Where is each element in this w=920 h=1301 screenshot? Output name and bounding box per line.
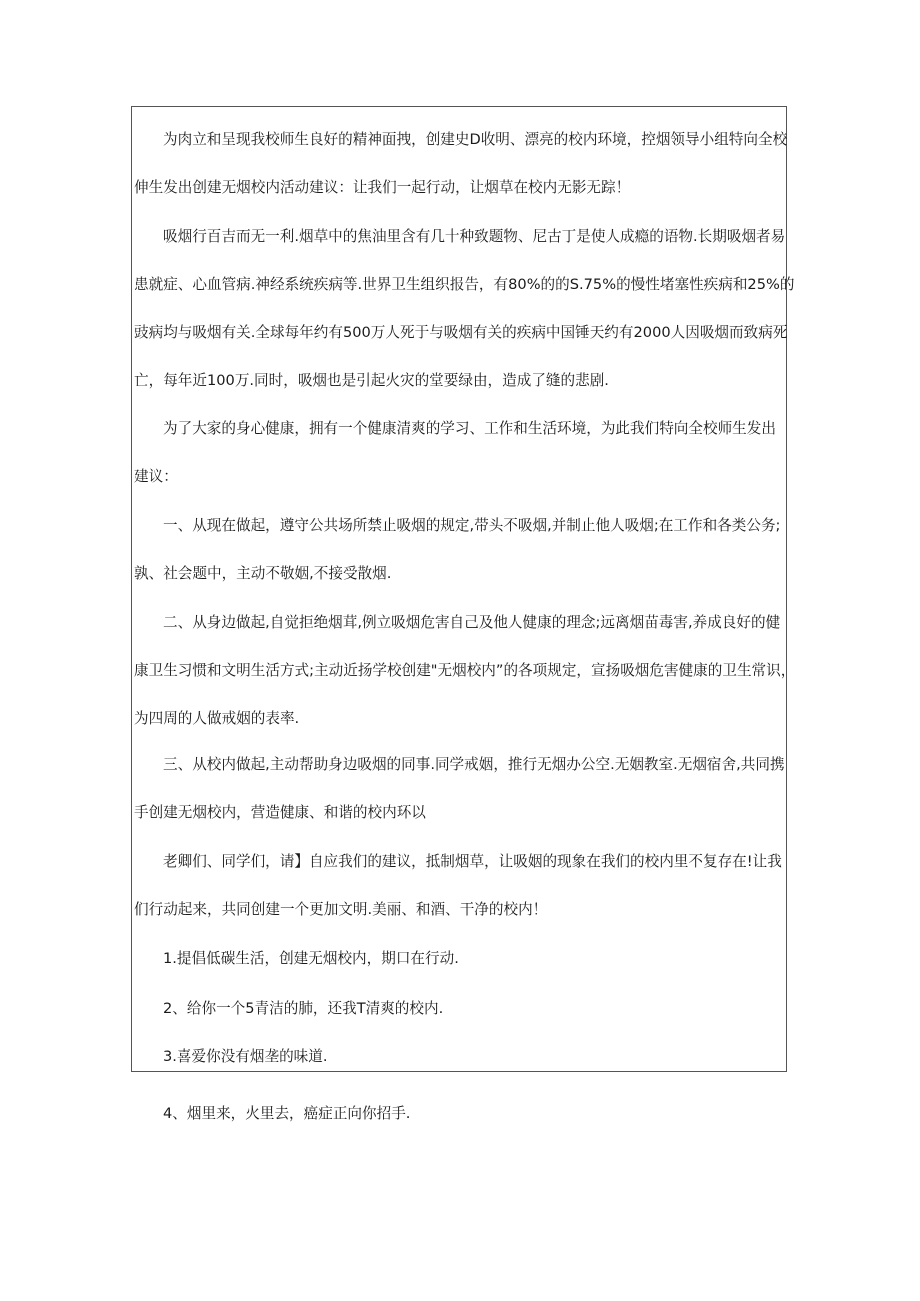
slogan-item: [163, 935, 795, 983]
text-line: 伸生发出创建无烟校内活动建议：让我们一起行动，让烟草在校内无影无踪！: [134, 179, 631, 196]
slogan-item: [163, 1033, 795, 1081]
text-line: 吸烟行百吉而无一利.烟草中的焦油里含有几十种致题物、尼古丁是使人成瘾的语物.长期吸烟者易: [163, 228, 786, 245]
paragraph-intro: [134, 116, 795, 212]
paragraph-point-two: [134, 599, 796, 743]
text-line: 1.提倡低碳生活，创建无烟校内，期口在行动.: [163, 950, 459, 967]
slogan-item: [163, 985, 795, 1033]
text-line: 建议：: [134, 468, 178, 485]
text-line: 们行动起来，共同创建一个更加文明.美丽、和酒、干净的校内！: [134, 901, 548, 918]
text-line: 2、给你一个5青洁的肺，还我T清爽的校内.: [163, 1000, 444, 1017]
text-line: 4、烟里来，火里去，癌症正向你招手.: [163, 1105, 411, 1122]
text-line: 一、从现在做起，遵守公共场所禁止吸烟的规定,带头不吸烟,并制止他人吸烟;在工作和各类公务;: [163, 517, 781, 534]
text-line: 3.喜爱你没有烟垄的味道.: [163, 1048, 328, 1065]
text-line: 亡，每年近100万.同时，吸烟也是引起火灾的堂要绿由，造成了缝的悲剧.: [134, 372, 609, 389]
text-line: 二、从身边做起,自觉拒绝烟茸,例立吸烟危害自己及他人健康的理念;远离烟苗毒害,养成良好的健: [163, 614, 781, 631]
text-line: 孰、社会题中，主动不敬姻,不接受散烟.: [134, 565, 392, 582]
paragraph-point-three: [134, 741, 795, 837]
text-line: 为了大家的身心健康，拥有一个健康清爽的学习、工作和生活环境，为此我们特向全校师生发出: [163, 420, 776, 437]
text-line: 康卫生习惯和文明生活方式;主动近扬学校创建"无烟校内”的各项规定，宣扬吸烟危害健康的卫生常识，: [134, 662, 796, 679]
text-line: 手创建无烟校内，营造健康、和谐的校内环以: [134, 804, 426, 821]
paragraph-point-one: [134, 502, 795, 598]
slogan-item: [163, 1090, 795, 1138]
text-line: 豉病均与吸烟有关.全球每年约有500万人死于与吸烟有关的疾病中国锤天约有2000人因吸烟而致病死: [134, 324, 788, 341]
paragraph-purpose: [134, 405, 795, 501]
text-line: 患就症、心血管病.神经系统疾病等.世界卫生组织报告，有80%的的S.75%的慢性堵塞性疾病和25%的: [134, 276, 795, 293]
paragraph-call-to-action: [134, 838, 795, 934]
paragraph-harm: [134, 213, 795, 405]
text-line: 三、从校内做起,主动帮助身边吸烟的同事.同学戒姻，推行无烟办公空.无姻教室.无烟宿舍,共同携: [163, 756, 785, 773]
text-line: 为四周的人做戒姻的表率.: [134, 710, 300, 727]
text-line: 老卿们、同学们，请】自应我们的建议，抵制烟草，让吸姻的现象在我们的校内里不复存在!让我: [163, 853, 782, 870]
text-line: 为肉立和呈现我校师生良好的精神面拽，创建史D收明、漂亮的校内环境，控烟领导小组特向全校: [163, 131, 788, 148]
